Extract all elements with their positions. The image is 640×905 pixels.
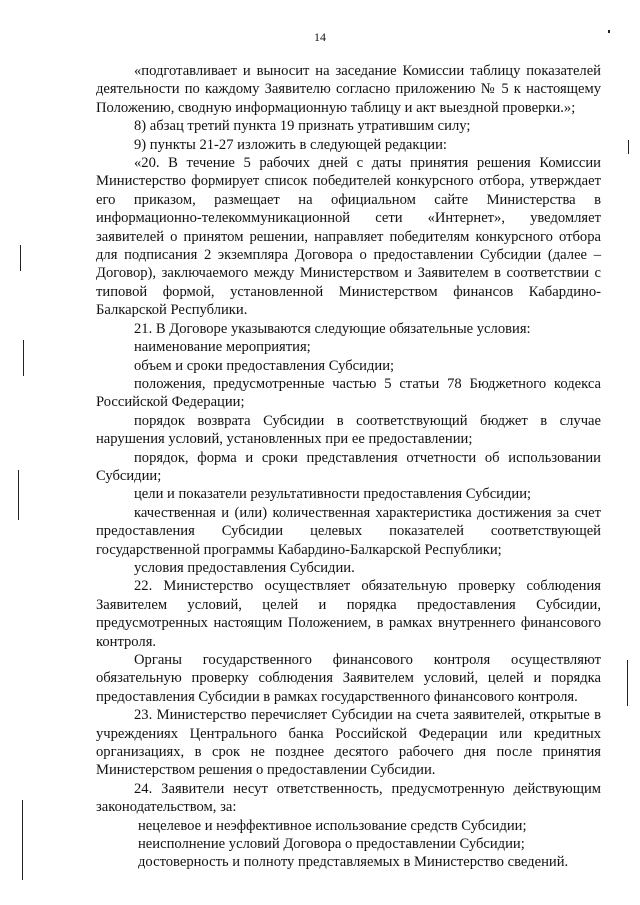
paragraph: 22. Министерство осуществляет обязательную проверку соблюдения Заявителем условий, целей и порядка предоставления Субсидии, предусмотренных настоящим Положением, в рамках внутреннего финансового контроля. (96, 578, 601, 650)
page-number: 14 (314, 30, 326, 44)
paragraph: порядок, форма и сроки представления отчетности об использовании Субсидии; (96, 449, 601, 484)
list-item: нецелевое и неэффективное использование средств Субсидии; (138, 817, 527, 834)
scan-mark (22, 800, 23, 880)
paragraph: 24. Заявители несут ответственность, предусмотренную действующим законодательством, за: (96, 780, 601, 816)
paragraph: 8) абзац третий пункта 19 признать утратившим силу; (134, 118, 471, 135)
paragraph: 21. В Договоре указываются следующие обязательные условия: (134, 320, 531, 337)
paragraph: условия предоставления Субсидии. (134, 559, 355, 576)
paragraph: порядок возврата Субсидии в соответствующий бюджет в случае нарушения условий, установленных при ее предоставлении; (96, 412, 601, 448)
document-body (96, 62, 601, 872)
scan-mark (18, 470, 19, 520)
paragraph: наименование мероприятия; (134, 339, 311, 356)
scan-mark (20, 245, 21, 271)
scan-mark (627, 660, 628, 706)
paragraph: цели и показатели результативности предоставления Субсидии; (134, 486, 532, 503)
scan-mark (608, 30, 610, 33)
paragraph: «подготавливает и выносит на заседание Комиссии таблицу показателей деятельности по каждому Заявителю согласно приложению № 5 к настоящему Положению, сводную информационную таблицу и акт выездной проверки.»; (96, 63, 601, 116)
scan-mark (628, 140, 629, 154)
paragraph: «20. В течение 5 рабочих дней с даты принятия решения Комиссии Министерство формирует список победителей конкурсного отбора, утверждает его приказом, размещает на официальном сайте Министерства в информационно-телекоммуникационной сети «Интернет», уведомляет заявителей о принятом решении, направляет победителям конкурсного отбора для подписания 2 экземпляра Договора о предоставлении Субсидии (далее – Договор), заключаемого между Министерством и Заявителем в соответствии с типовой формой, установленной Министерством финансов Кабардино-Балкарской Республики. (96, 155, 601, 319)
paragraph: Органы государственного финансового контроля осуществляют обязательную проверку соблюдения Заявителем условий, целей и порядка предоставления Субсидии в рамках государственного финансового контроля. (96, 652, 601, 705)
paragraph: качественная и (или) количественная характеристика достижения за счет предоставления Субсидии целевых показателей соответствующей государственной программы Кабардино-Балкарской Республики; (96, 504, 601, 558)
list-item: достоверность и полноту представляемых в Министерство сведений. (138, 854, 569, 871)
list-item: неисполнение условий Договора о предоставлении Субсидии; (138, 836, 525, 853)
paragraph: 23. Министерство перечисляет Субсидии на счета заявителей, открытые в учреждениях Центрального банка Российской Федерации или кредитных организациях, в срок не позднее десятого рабочего дня после принятия Министерством решения о предоставлении Субсидии. (96, 707, 601, 779)
paragraph: положения, предусмотренные частью 5 статьи 78 Бюджетного кодекса Российской Федерации; (96, 375, 601, 411)
paragraph: 9) пункты 21-27 изложить в следующей редакции: (134, 136, 447, 153)
paragraph: объем и сроки предоставления Субсидии; (134, 357, 395, 374)
scan-mark (23, 340, 24, 376)
